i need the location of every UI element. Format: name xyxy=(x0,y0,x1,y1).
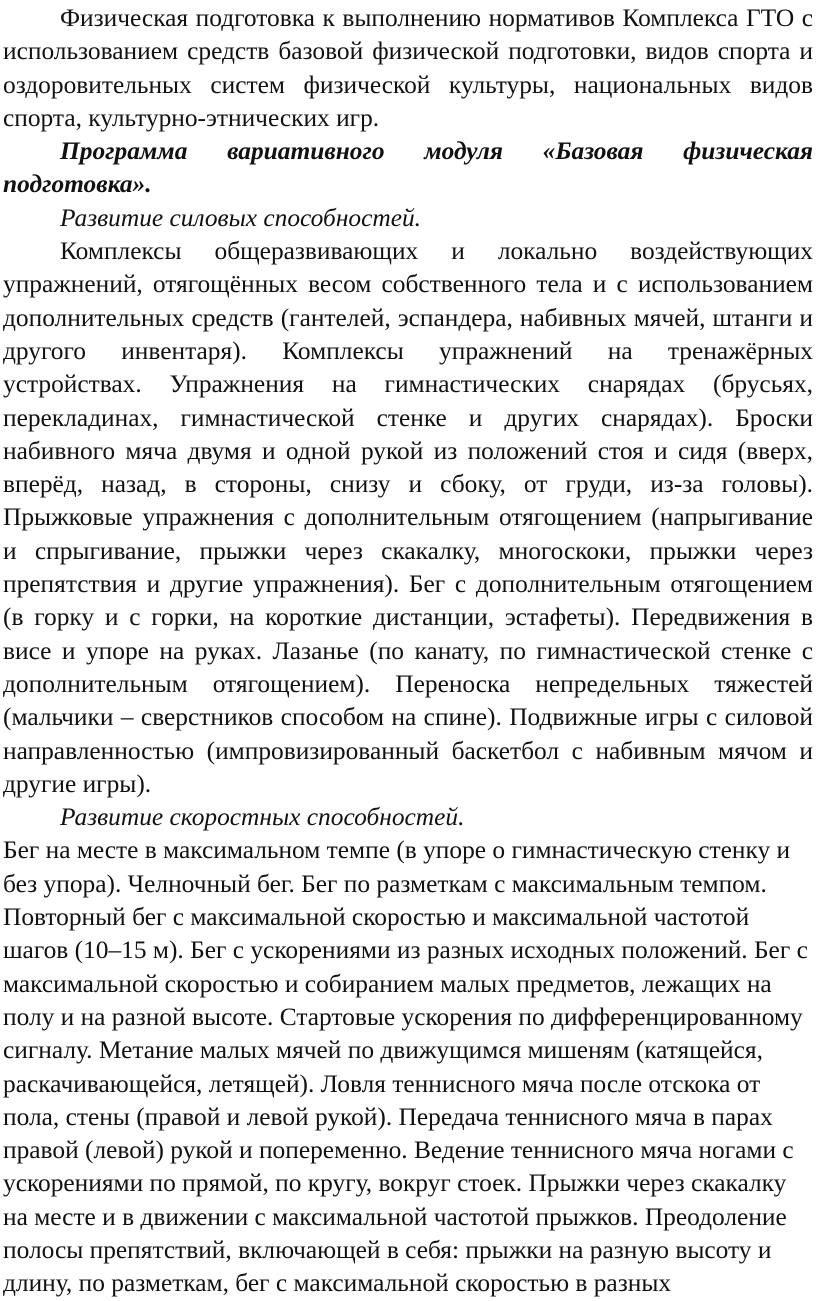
speed-section-title: Развитие скоростных способностей. xyxy=(60,803,465,832)
speed-section-text: Бег на месте в максимальном темпе (в упоре о гимнастическую стенку и без упора). Челночный бег. Бег по разметкам с максимальным темпом. Повторный бег с максимальной скоростью и максимальной частотой шагов (10–15 м). Бег с ускорениями из разных исходных положений. Бег с максимальной скоростью и собиранием малых предметов, лежащих на полу и на разной высоте. Стартовые ускорения по дифференцированному сигналу. Метание малых мячей по движущимся мишеням (катящейся, раскачивающейся, летящей). Ловля теннисного мяча после отскока от пола, стены (правой и левой рукой). Передача теннисного мяча в парах правой (левой) рукой и попеременно. Ведение теннисного мяча ногами с ускорениями по прямой, по кругу, вокруг стоек. Прыжки через скакалку на месте и в движении с максимальной частотой прыжков. Преодоление полосы препятствий, включающей в себя: прыжки на разную высоту и длину, по разметкам, бег с максимальной скоростью в разных xyxy=(3,836,808,1298)
intro-paragraph: Физическая подготовка к выполнению нормативов Комплекса ГТО с использованием средств базовой физической подготовки, видов спорта и оздоровительных систем физической культуры, национальных видов спорта, культурно-этнических игр. xyxy=(3,4,813,132)
strength-section-text: Комплексы общеразвивающих и локально воздействующих упражнений, отягощённых весом собственного тела и с использованием дополнительных средств (гантелей, эспандера, набивных мячей, штанги и другого инвентаря). Комплексы упражнений на тренажёрных устройствах. Упражнения на гимнастических снарядах (брусьях, перекладинах, гимнастической стенке и других снарядах). Броски набивного мяча двумя и одной рукой из положений стоя и сидя (вверх, вперёд, назад, в стороны, снизу и сбоку, от груди, из-за головы). Прыжковые упражнения с дополнительным отягощением (напрыгивание и спрыгивание, прыжки через скакалку, многоскоки, прыжки через препятствия и другие упражнения). Бег с дополнительным отягощением (в горку и с горки, на короткие дистанции, эстафеты). Передвижения в висе и упоре на руках. Лазанье (по канату, по гимнастической стенке с дополнительным отягощением). Переноска непредельных тяжестей (мальчики – сверстников способом на спине). Подвижные игры с силовой направленностью (импровизированный баскетбол с набивным мячом и другие игры). xyxy=(3,237,813,798)
module-heading: Программа вариативного модуля «Базовая физическая подготовка». xyxy=(3,137,813,199)
document-page xyxy=(3,2,813,1301)
strength-section-title: Развитие силовых способностей. xyxy=(60,203,422,232)
